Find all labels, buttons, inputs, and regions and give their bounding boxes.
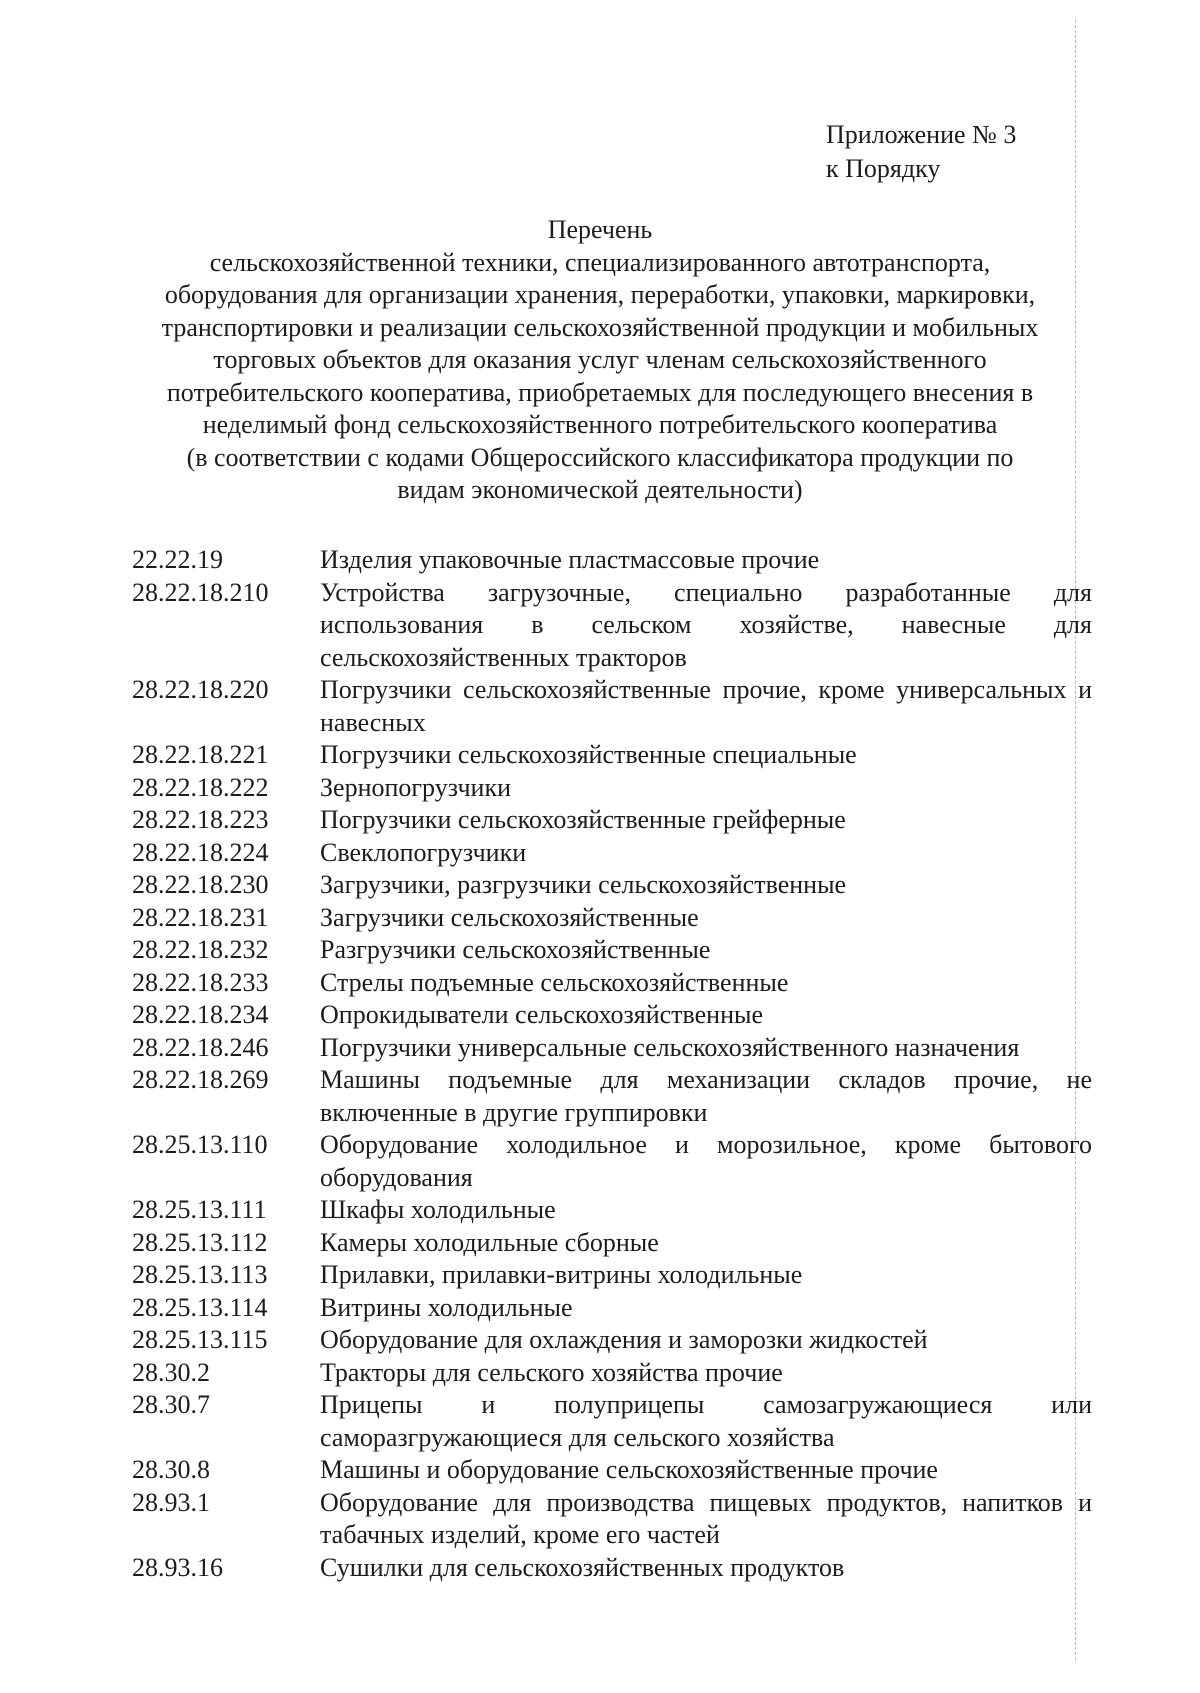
item-description: Стрелы подъемные сельскохозяйственные: [320, 967, 789, 997]
item-description: Машины подъемные для механизации складов прочие, не включенные в другие группировки: [320, 1065, 1092, 1127]
item-description: Устройства загрузочные, специально разработанные для использования в сельском хозяйстве, навесные для сельскохозяйственных тракторов: [320, 577, 1092, 672]
appendix-reference: [826, 118, 1016, 186]
list-item: [132, 1487, 1092, 1552]
item-code: 28.22.18.230: [132, 870, 269, 899]
item-description: Витрины холодильные: [320, 1292, 573, 1322]
item-description: Изделия упаковочные пластмассовые прочие: [320, 545, 820, 574]
item-description: Свеклопогрузчики: [320, 837, 527, 867]
list-item: [132, 902, 1092, 935]
item-description: Сушилки для сельскохозяйственных продуктов: [320, 1552, 845, 1582]
list-item: [132, 772, 1092, 805]
list-item: [132, 1032, 1092, 1065]
list-item: [132, 1064, 1092, 1129]
title-line: неделимый фонд сельскохозяйственного потребительского кооператива: [202, 410, 998, 439]
title-line: сельскохозяйственной техники, специализированного автотранспорта,: [209, 247, 991, 277]
title-line: (в соответствии с кодами Общероссийского классификатора продукции по: [186, 442, 1014, 472]
item-code: 28.25.13.113: [132, 1260, 268, 1289]
classifier-list: [132, 544, 1092, 1584]
item-code: 28.22.18.223: [132, 805, 269, 834]
list-item: [132, 1454, 1092, 1487]
item-code: 28.25.13.114: [132, 1292, 268, 1322]
title-line: торговых объектов для оказания услуг членам сельскохозяйственного: [213, 345, 987, 374]
item-description: Погрузчики сельскохозяйственные прочие, кроме универсальных и навесных: [320, 675, 1092, 737]
item-description: Погрузчики сельскохозяйственные специальные: [320, 740, 857, 769]
item-code: 28.22.18.232: [132, 935, 269, 964]
item-code: 28.25.13.112: [132, 1227, 268, 1257]
list-item: [132, 1357, 1092, 1390]
item-code: 28.22.18.221: [132, 740, 269, 769]
title-line: видам экономической деятельности): [397, 475, 803, 504]
item-description: Оборудование холодильное и морозильное, кроме бытового оборудования: [320, 1130, 1092, 1192]
item-description: Машины и оборудование сельскохозяйственные прочие: [320, 1455, 938, 1484]
appendix-number: Приложение № 3: [826, 120, 1017, 149]
item-code: 28.22.18.220: [132, 675, 269, 704]
list-item: [132, 1292, 1092, 1325]
item-code: 22.22.19: [132, 545, 223, 574]
list-item: [132, 1259, 1092, 1292]
title-line: транспортировки и реализации сельскохозяйственной продукции и мобильных: [161, 312, 1039, 342]
list-item: [132, 1324, 1092, 1357]
list-item: [132, 1227, 1092, 1260]
item-description: Шкафы холодильные: [320, 1195, 556, 1224]
item-description: Тракторы для сельского хозяйства прочие: [320, 1357, 783, 1387]
list-item: [132, 934, 1092, 967]
list-item: [132, 1389, 1092, 1454]
item-code: 28.30.2: [132, 1357, 210, 1387]
item-description: Камеры холодильные сборные: [320, 1227, 659, 1257]
item-description: Оборудование для производства пищевых продуктов, напитков и табачных изделий, кроме его частей: [320, 1487, 1092, 1549]
item-description: Опрокидыватели сельскохозяйственные: [320, 1000, 764, 1029]
item-code: 28.22.18.234: [132, 1000, 269, 1029]
list-item: [132, 739, 1092, 772]
item-code: 28.93.16: [132, 1552, 223, 1582]
item-code: 28.25.13.110: [132, 1130, 268, 1159]
title-heading: Перечень: [547, 215, 653, 244]
document-title: [100, 214, 1100, 507]
title-line: оборудования для организации хранения, переработки, упаковки, маркировки,: [164, 280, 1036, 309]
item-code: 28.22.18.269: [132, 1065, 269, 1094]
item-code: 28.22.18.210: [132, 577, 269, 607]
item-description: Загрузчики сельскохозяйственные: [320, 902, 699, 932]
item-code: 28.93.1: [132, 1487, 210, 1517]
list-item: [132, 1552, 1092, 1585]
item-code: 28.30.7: [132, 1390, 210, 1419]
item-description: Зернопогрузчики: [320, 772, 512, 802]
item-description: Загрузчики, разгрузчики сельскохозяйственные: [320, 870, 847, 899]
list-item: [132, 577, 1092, 675]
item-code: 28.25.13.115: [132, 1325, 268, 1354]
list-item: [132, 544, 1092, 577]
item-code: 28.22.18.233: [132, 967, 269, 997]
item-description: Разгрузчики сельскохозяйственные: [320, 935, 711, 964]
list-item: [132, 999, 1092, 1032]
item-code: 28.22.18.222: [132, 772, 269, 802]
list-item: [132, 869, 1092, 902]
appendix-to-order: к Порядку: [826, 154, 941, 183]
list-item: [132, 837, 1092, 870]
item-code: 28.22.18.224: [132, 837, 269, 867]
list-item: [132, 1194, 1092, 1227]
item-code: 28.30.8: [132, 1455, 210, 1484]
item-description: Погрузчики универсальные сельскохозяйственного назначения: [320, 1032, 1020, 1062]
list-item: [132, 967, 1092, 1000]
item-code: 28.25.13.111: [132, 1195, 267, 1224]
item-code: 28.22.18.231: [132, 902, 269, 932]
item-description: Прицепы и полуприцепы самозагружающиеся или саморазгружающиеся для сельского хозяйства: [320, 1390, 1092, 1452]
list-item: [132, 674, 1092, 739]
list-item: [132, 804, 1092, 837]
item-description: Оборудование для охлаждения и заморозки жидкостей: [320, 1325, 928, 1354]
list-item: [132, 1129, 1092, 1194]
title-line: потребительского кооператива, приобретаемых для последующего внесения в: [166, 377, 1034, 407]
item-description: Прилавки, прилавки-витрины холодильные: [320, 1260, 803, 1289]
item-description: Погрузчики сельскохозяйственные грейферные: [320, 805, 846, 834]
item-code: 28.22.18.246: [132, 1032, 269, 1062]
